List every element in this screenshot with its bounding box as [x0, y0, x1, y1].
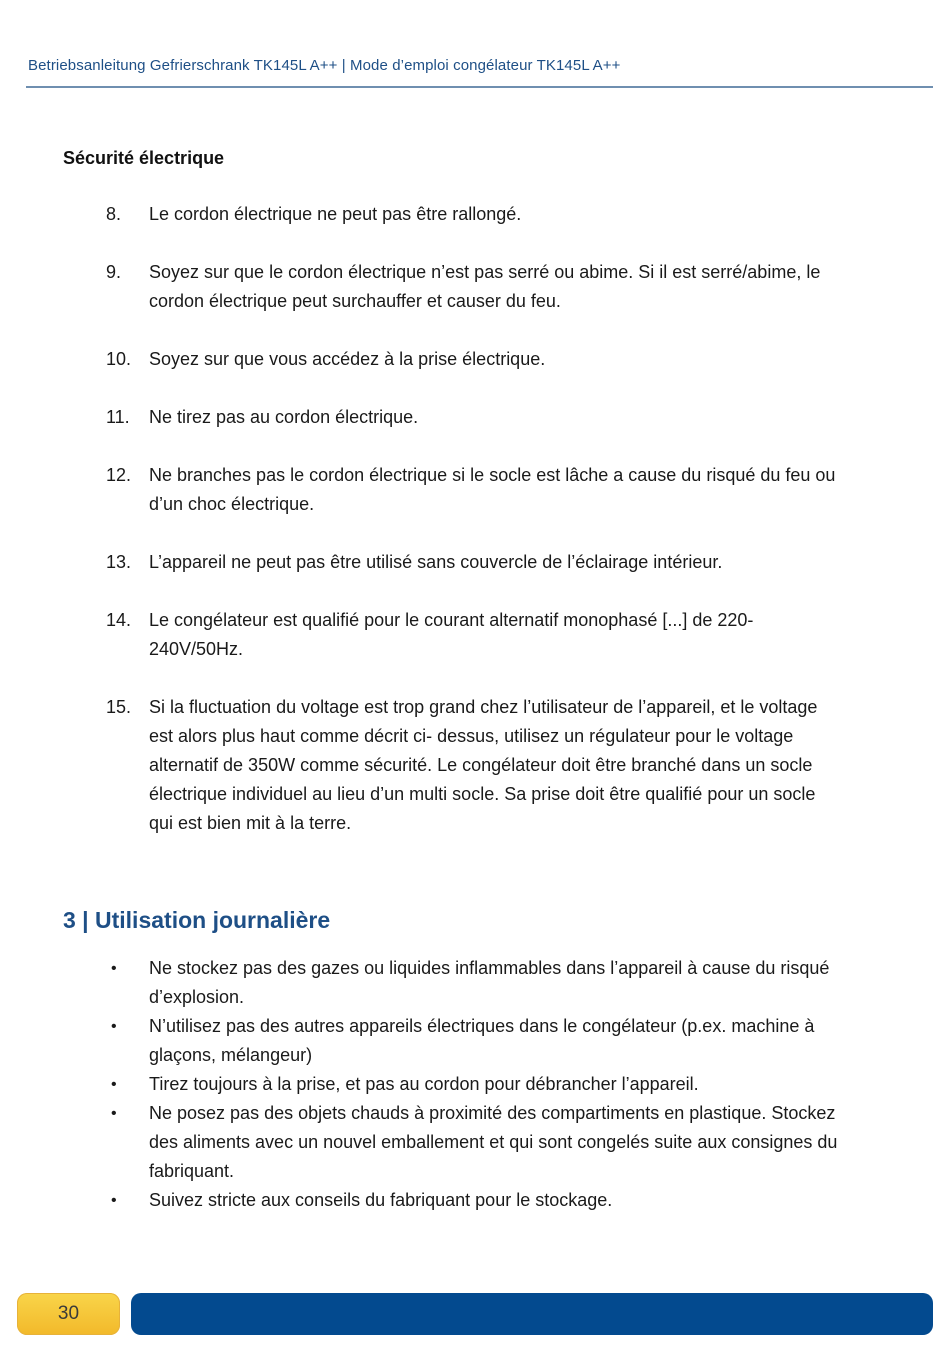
bullet-item [0, 1186, 894, 1215]
bullet-item [0, 1012, 894, 1070]
text-line: Le congélateur est qualifié pour le courant alternatif monophasé [...] de 220- [149, 610, 754, 630]
list-item-text [149, 200, 899, 229]
list-item-text [149, 693, 899, 838]
list-item-number: 14. [106, 610, 132, 630]
text-line: des aliments avec un nouvel emballement et qui sont congelés suite aux consignes du [149, 1132, 838, 1152]
text-line: L’appareil ne peut pas être utilisé sans couvercle de l’éclairage intérieur. [149, 552, 723, 572]
text-line: Ne branches pas le cordon électrique si le socle est lâche a cause du risqué du feu ou [149, 465, 836, 485]
text-line: cordon électrique peut surchauffer et causer du feu. [149, 291, 561, 311]
text-line: est alors plus haut comme décrit ci- dessus, utilisez un régulateur pour le voltage [149, 726, 794, 746]
bullet-icon: • [111, 1018, 117, 1035]
text-line: N’utilisez pas des autres appareils électriques dans le congélateur (p.ex. machine à [149, 1016, 815, 1036]
list-item-number: 8. [106, 204, 122, 224]
page-number-badge [17, 1293, 120, 1335]
text-line: Ne tirez pas au cordon électrique. [149, 407, 419, 427]
text-line: qui est bien mit à la terre. [149, 813, 352, 833]
bullet-icon: • [111, 1105, 117, 1122]
bullet-item [0, 1099, 894, 1186]
section-title: Sécurité électrique [63, 148, 225, 168]
text-line: Si la fluctuation du voltage est trop grand chez l’utilisateur de l’appareil, et le voltage [149, 697, 818, 717]
list-item-number: 9. [106, 262, 122, 282]
bullet-icon: • [111, 1076, 117, 1093]
text-line: électrique individuel au lieu d’un multi socle. Sa prise doit être qualifié pour un socle [149, 784, 816, 804]
text-line: Soyez sur que vous accédez à la prise électrique. [149, 349, 546, 369]
text-line: Tirez toujours à la prise, et pas au cordon pour débrancher l’appareil. [149, 1074, 699, 1094]
header-divider [26, 86, 933, 88]
list-item-number: 15. [106, 697, 132, 717]
text-line: alternatif de 350W comme sécurité. Le congélateur doit être branché dans un socle [149, 755, 813, 775]
document-header: Betriebsanleitung Gefrierschrank TK145L A++ | Mode d’emploi congélateur TK145L A++ [28, 57, 621, 74]
list-item-text [149, 345, 899, 374]
footer-bar [131, 1293, 933, 1335]
list-item-number: 10. [106, 349, 132, 369]
chapter-heading: 3 | Utilisation journalière [63, 907, 331, 933]
list-item-number: 11. [106, 407, 130, 427]
text-line: d’un choc électrique. [149, 494, 315, 514]
text-line: fabriquant. [149, 1161, 235, 1181]
text-line: glaçons, mélangeur) [149, 1045, 313, 1065]
text-line: d’explosion. [149, 987, 245, 1007]
list-item-text [149, 461, 899, 519]
list-item-text [149, 403, 899, 432]
bullet-item [0, 1070, 894, 1099]
text-line: 240V/50Hz. [149, 639, 244, 659]
page-number: 30 [57, 1303, 80, 1324]
list-item-number: 13. [106, 552, 132, 572]
list-item-number: 12. [106, 465, 132, 485]
text-line: Ne stockez pas des gazes ou liquides inflammables dans l’appareil à cause du risqué [149, 958, 830, 978]
bullet-icon: • [111, 1192, 117, 1209]
list-item-text [149, 258, 899, 316]
list-item-text [149, 606, 899, 664]
text-line: Suivez stricte aux conseils du fabriquant pour le stockage. [149, 1190, 613, 1210]
list-item-text [149, 548, 899, 577]
bullet-item [0, 954, 894, 1012]
bullet-list [0, 954, 950, 1215]
bullet-icon: • [111, 960, 117, 977]
text-line: Ne posez pas des objets chauds à proximité des compartiments en plastique. Stockez [149, 1103, 836, 1123]
text-line: Le cordon électrique ne peut pas être rallongé. [149, 204, 522, 224]
text-line: Soyez sur que le cordon électrique n’est pas serré ou abime. Si il est serré/abime, le [149, 262, 821, 282]
